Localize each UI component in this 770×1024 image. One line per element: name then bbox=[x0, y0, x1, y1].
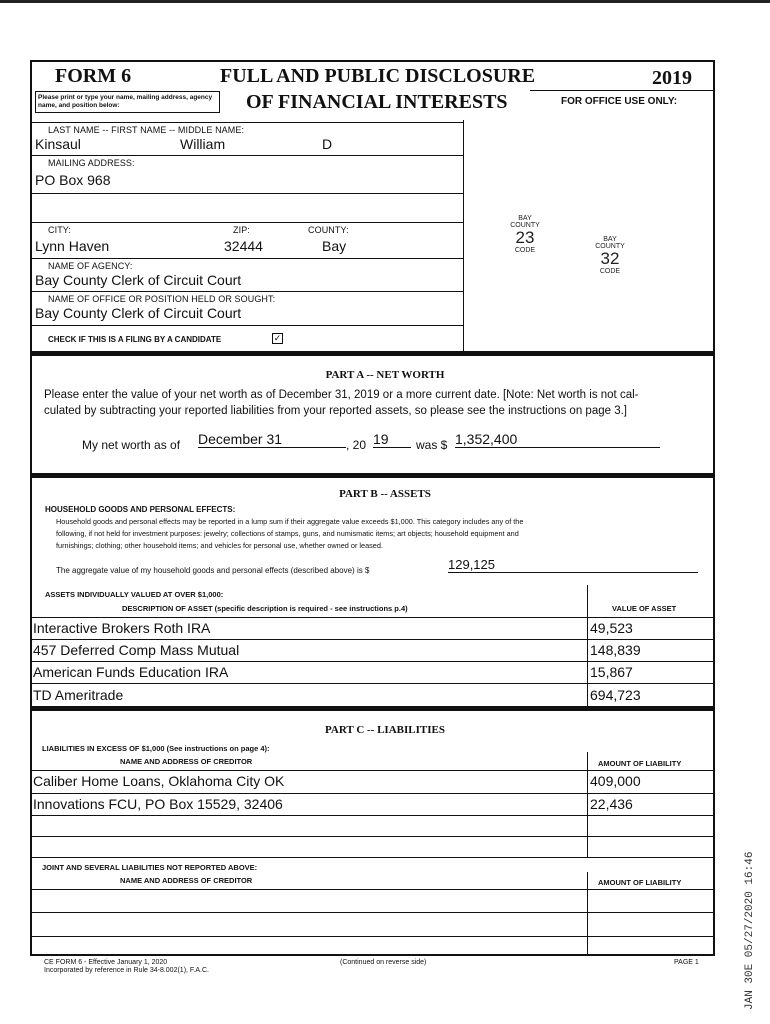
assets-heading: ASSETS INDIVIDUALLY VALUED AT OVER $1,000: bbox=[45, 590, 224, 599]
asset-description: TD Ameritrade bbox=[33, 687, 124, 703]
stamp-top-text: BAY COUNTY bbox=[595, 236, 625, 250]
net-worth-was: was $ bbox=[416, 438, 448, 452]
city-value: Lynn Haven bbox=[35, 238, 110, 254]
table-row-divider bbox=[30, 836, 715, 837]
table-row-divider bbox=[30, 857, 715, 858]
household-heading: HOUSEHOLD GOODS AND PERSONAL EFFECTS: bbox=[45, 505, 236, 514]
liability-creditor: Innovations FCU, PO Box 15529, 32406 bbox=[33, 796, 283, 812]
footer-page: PAGE 1 bbox=[674, 959, 699, 966]
divider bbox=[30, 325, 463, 326]
zip-label: ZIP: bbox=[233, 225, 250, 235]
county-stamp bbox=[588, 236, 632, 280]
creditor-header: NAME AND ADDRESS OF CREDITOR bbox=[120, 757, 253, 766]
instructions-box bbox=[35, 91, 220, 113]
last-name-value: Kinsaul bbox=[35, 136, 81, 152]
section-divider bbox=[30, 706, 715, 711]
joint-amount-header: AMOUNT OF LIABILITY bbox=[598, 878, 682, 887]
table-row-divider bbox=[30, 815, 715, 816]
liabilities-heading: LIABILITIES IN EXCESS OF $1,000 (See instructions on page 4): bbox=[42, 744, 270, 753]
asset-value: 148,839 bbox=[590, 642, 641, 658]
household-text: following, if not held for investment purposes: jewelry; collections of stamps, guns, and numismatic items; art objects; household equipment and bbox=[56, 529, 519, 538]
table-row-divider bbox=[30, 793, 715, 794]
county-stamp bbox=[503, 215, 547, 259]
footer-incorporated: Incorporated by reference in Rule 34-8.002(1), F.A.C. bbox=[44, 967, 209, 974]
asset-value: 49,523 bbox=[590, 620, 633, 636]
footer-continued: (Continued on reverse side) bbox=[340, 959, 427, 966]
first-name-value: William bbox=[180, 136, 226, 152]
part-b-title: PART B -- ASSETS bbox=[339, 488, 431, 500]
top-border-line bbox=[0, 0, 770, 3]
stamp-number: 32 bbox=[600, 249, 620, 268]
agency-label: NAME OF AGENCY: bbox=[48, 261, 133, 271]
table-row-divider bbox=[30, 683, 715, 684]
net-worth-prefix: My net worth as of bbox=[82, 438, 181, 452]
liability-amount-header: AMOUNT OF LIABILITY bbox=[598, 759, 682, 768]
aggregate-label: The aggregate value of my household goods and personal effects (described above) is $ bbox=[56, 566, 370, 575]
part-a-instructions: culated by subtracting your reported liabilities from your reported assets, so please see the instructions on page 3.] bbox=[44, 405, 627, 417]
table-row-divider bbox=[30, 661, 715, 662]
instructions-text: Please print or type your name, mailing address, agency name, and position below: bbox=[38, 94, 213, 109]
table-row-divider bbox=[30, 770, 715, 771]
joint-liabilities-heading: JOINT AND SEVERAL LIABILITIES NOT REPORTED ABOVE: bbox=[42, 863, 258, 872]
joint-creditor-header: NAME AND ADDRESS OF CREDITOR bbox=[120, 876, 253, 885]
table-row-divider bbox=[30, 936, 715, 937]
middle-name-value: D bbox=[322, 136, 333, 152]
mailing-label: MAILING ADDRESS: bbox=[48, 158, 135, 168]
section-divider bbox=[30, 351, 715, 356]
divider bbox=[30, 222, 463, 223]
net-worth-year-prefix: , 20 bbox=[346, 438, 367, 452]
form-number: FORM 6 bbox=[55, 65, 132, 87]
year-underline bbox=[530, 90, 715, 91]
divider bbox=[30, 258, 463, 259]
table-row-divider bbox=[30, 617, 715, 618]
city-label: CITY: bbox=[48, 225, 72, 235]
net-worth-date: December 31 bbox=[198, 431, 346, 448]
net-worth-amount: 1,352,400 bbox=[455, 431, 660, 448]
liability-amount: 22,436 bbox=[590, 796, 633, 812]
filing-date-stamp: JAN 30E 05/27/2020 16:46 bbox=[744, 851, 756, 1010]
asset-description-header: DESCRIPTION OF ASSET (specific description is required - see instructions p.4) bbox=[122, 604, 408, 613]
table-row-divider bbox=[30, 889, 715, 890]
household-text: Household goods and personal effects may be reported in a lump sum if their aggregate value exceeds $1,000. This category includes any of the bbox=[56, 517, 524, 526]
office-label: NAME OF OFFICE OR POSITION HELD OR SOUGHT: bbox=[48, 294, 276, 304]
office-use-label: FOR OFFICE USE ONLY: bbox=[561, 96, 678, 107]
liability-creditor: Caliber Home Loans, Oklahoma City OK bbox=[33, 773, 285, 789]
stamp-bottom-text: CODE bbox=[514, 247, 536, 254]
asset-value: 694,723 bbox=[590, 687, 641, 703]
asset-description: American Funds Education IRA bbox=[33, 664, 229, 680]
name-label: LAST NAME -- FIRST NAME -- MIDDLE NAME: bbox=[48, 125, 245, 135]
form-year: 2019 bbox=[652, 67, 692, 89]
mailing-address-value: PO Box 968 bbox=[35, 172, 111, 188]
part-a-instructions: Please enter the value of your net worth as of December 31, 2019 or a more current date. [Note: Net worth is not cal- bbox=[44, 389, 639, 401]
aggregate-value: 129,125 bbox=[448, 557, 698, 573]
table-row-divider bbox=[30, 639, 715, 640]
part-a-title: PART A -- NET WORTH bbox=[325, 369, 445, 381]
asset-column-divider bbox=[587, 585, 588, 707]
divider bbox=[30, 155, 463, 156]
household-text: furnishings; clothing; other household items; and vehicles for personal use, whether owned or leased. bbox=[56, 541, 383, 550]
form-title-line2: OF FINANCIAL INTERESTS bbox=[246, 91, 508, 113]
divider bbox=[30, 291, 463, 292]
stamp-number: 23 bbox=[515, 228, 535, 247]
county-value: Bay bbox=[322, 238, 347, 254]
part-c-title: PART C -- LIABILITIES bbox=[325, 724, 445, 736]
section-divider bbox=[30, 473, 715, 478]
liability-column-divider bbox=[587, 752, 588, 857]
office-value: Bay County Clerk of Circuit Court bbox=[35, 305, 242, 321]
candidate-label: CHECK IF THIS IS A FILING BY A CANDIDATE bbox=[48, 335, 222, 344]
candidate-checkbox[interactable]: ✓ bbox=[273, 333, 282, 343]
net-worth-year: 19 bbox=[373, 431, 411, 448]
county-label: COUNTY: bbox=[308, 225, 349, 235]
asset-description: Interactive Brokers Roth IRA bbox=[33, 620, 211, 636]
stamp-bottom-text: CODE bbox=[599, 268, 621, 275]
footer-form-effective: CE FORM 6 - Effective January 1, 2020 bbox=[44, 959, 168, 966]
asset-value: 15,867 bbox=[590, 664, 633, 680]
joint-column-divider bbox=[587, 872, 588, 956]
divider bbox=[30, 122, 463, 123]
zip-value: 32444 bbox=[224, 238, 263, 254]
liability-amount: 409,000 bbox=[590, 773, 641, 789]
stamp-top-text: BAY COUNTY bbox=[510, 215, 540, 229]
table-row-divider bbox=[30, 912, 715, 913]
form-title-line1: FULL AND PUBLIC DISCLOSURE bbox=[220, 65, 536, 87]
asset-value-header: VALUE OF ASSET bbox=[612, 604, 677, 613]
office-use-divider bbox=[463, 120, 464, 352]
agency-value: Bay County Clerk of Circuit Court bbox=[35, 272, 242, 288]
divider bbox=[30, 193, 463, 194]
asset-description: 457 Deferred Comp Mass Mutual bbox=[33, 642, 240, 658]
